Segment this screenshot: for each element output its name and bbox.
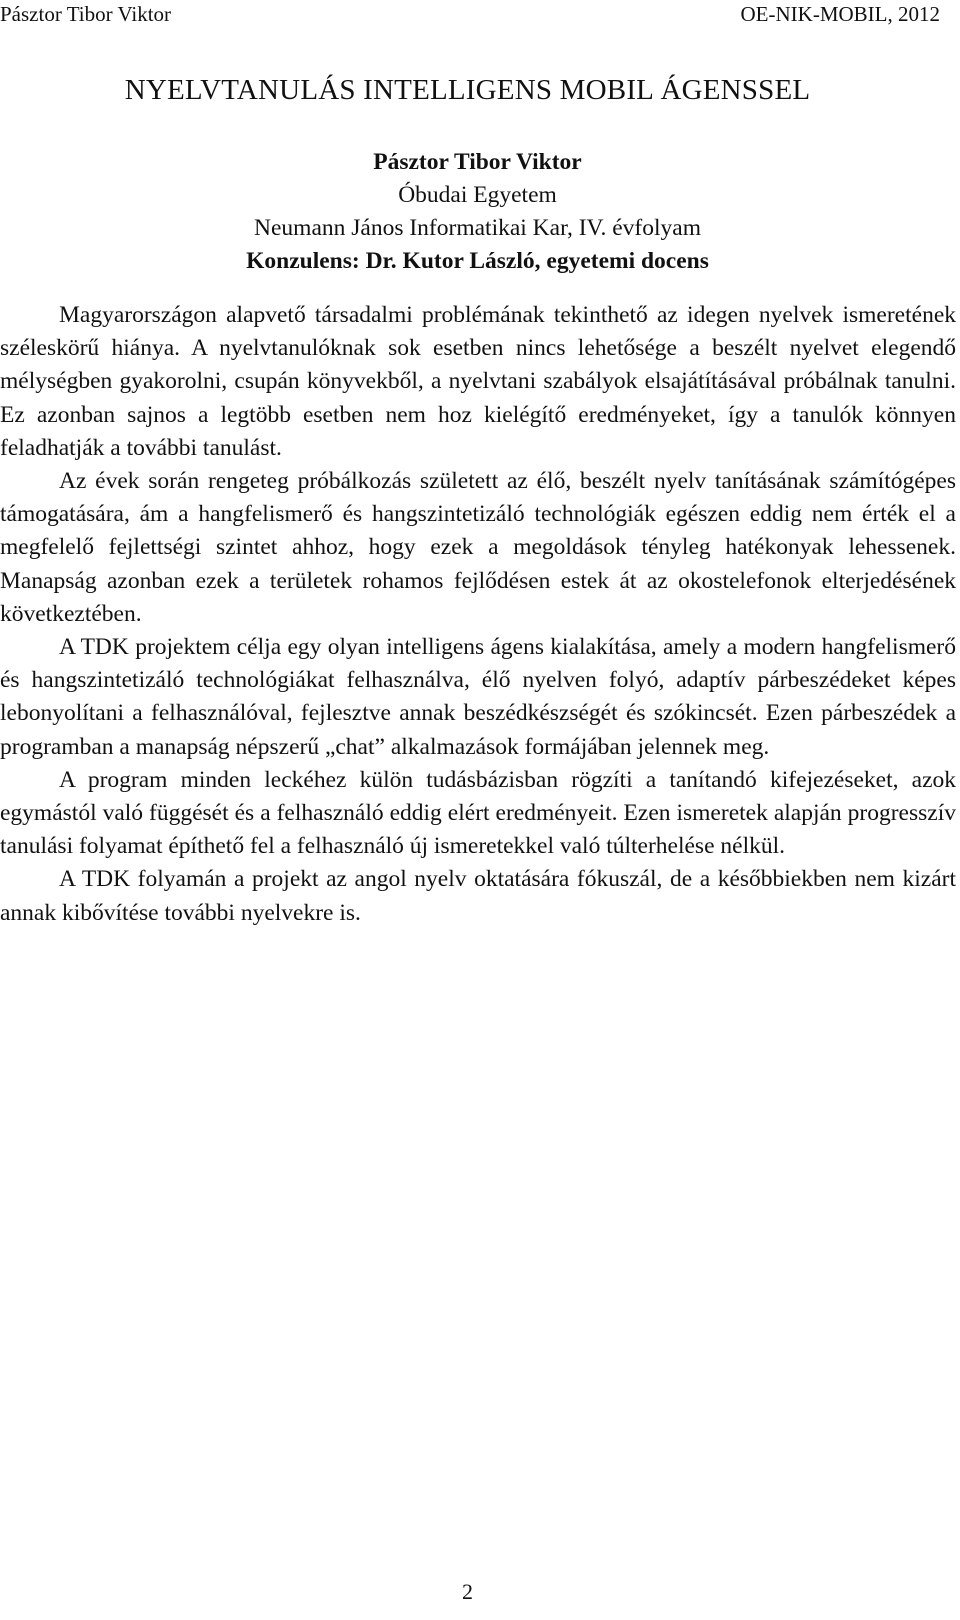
author-faculty: Neumann János Informatikai Kar, IV. évfolyam (254, 215, 701, 241)
page-title: NYELVTANULÁS INTELLIGENS MOBIL ÁGENSSEL (124, 74, 811, 106)
author-block (0, 146, 955, 278)
header-conference: OE-NIK-MOBIL, 2012 (740, 2, 940, 26)
author-name: Pásztor Tibor Viktor (373, 149, 582, 175)
page-header (0, 0, 940, 28)
page-number: 2 (462, 1579, 473, 1604)
author-supervisor: Konzulens: Dr. Kutor László, egyetemi docens (246, 248, 709, 274)
author-institution: Óbudai Egyetem (398, 182, 557, 208)
header-author: Pásztor Tibor Viktor (0, 2, 172, 26)
paragraph: A program minden leckéhez külön tudásbázisban rögzíti a tanítandó kifejezéseket, azok egymástól való függését és a felhasználó eddig elért eredményeit. Ezen ismeretek alapján progresszív tanulási folyamat építhető fel a felhasználó új ismeretekkel való túlterhelése nélkül. (0, 766, 956, 860)
paragraph: A TDK folyamán a projekt az angol nyelv oktatására fókuszál, de a későbbiekben nem kizárt annak kibővítése további nyelvekre is. (0, 866, 956, 926)
paragraph: A TDK projektem célja egy olyan intelligens ágens kialakítása, amely a modern hangfelismerő és hangszintetizáló technológiákat felhasználva, élő nyelven folyó, adaptív párbeszédeket képes lebonyolítani a felhasználóval, fejlesztve annak beszédkészségét és szókincsét. Ezen párbeszédek a programban a manapság népszerű „chat” alkalmazások formájában jelennek meg. (0, 634, 956, 760)
paragraph: Magyarországon alapvető társadalmi problémának tekinthető az idegen nyelvek ismeretének széleskörű hiánya. A nyelvtanulóknak sok esetben nincs lehetősége a beszélt nyelvet elegendő mélységben gyakorolni, csupán könyvekből, a nyelvtani szabályok elsajátításával próbálnak tanulni. Ez azonban sajnos a legtöbb esetben nem hoz kielégítő eredményeket, így a tanulók könnyen feladhatják a további tanulást. (0, 302, 956, 461)
paragraph: Az évek során rengeteg próbálkozás született az élő, beszélt nyelv tanításának számítógépes támogatására, ám a hangfelismerő és hangszintetizáló technológiák egészen eddig nem érték el a megfelelő fejlettségi szintet ahhoz, hogy ezek a megoldások tényleg hatékonyak lehessenek. Manapság azonban ezek a területek rohamos fejlődésen estek át az okostelefonok elterjedésének következtében. (0, 468, 956, 627)
abstract-body (0, 299, 956, 930)
